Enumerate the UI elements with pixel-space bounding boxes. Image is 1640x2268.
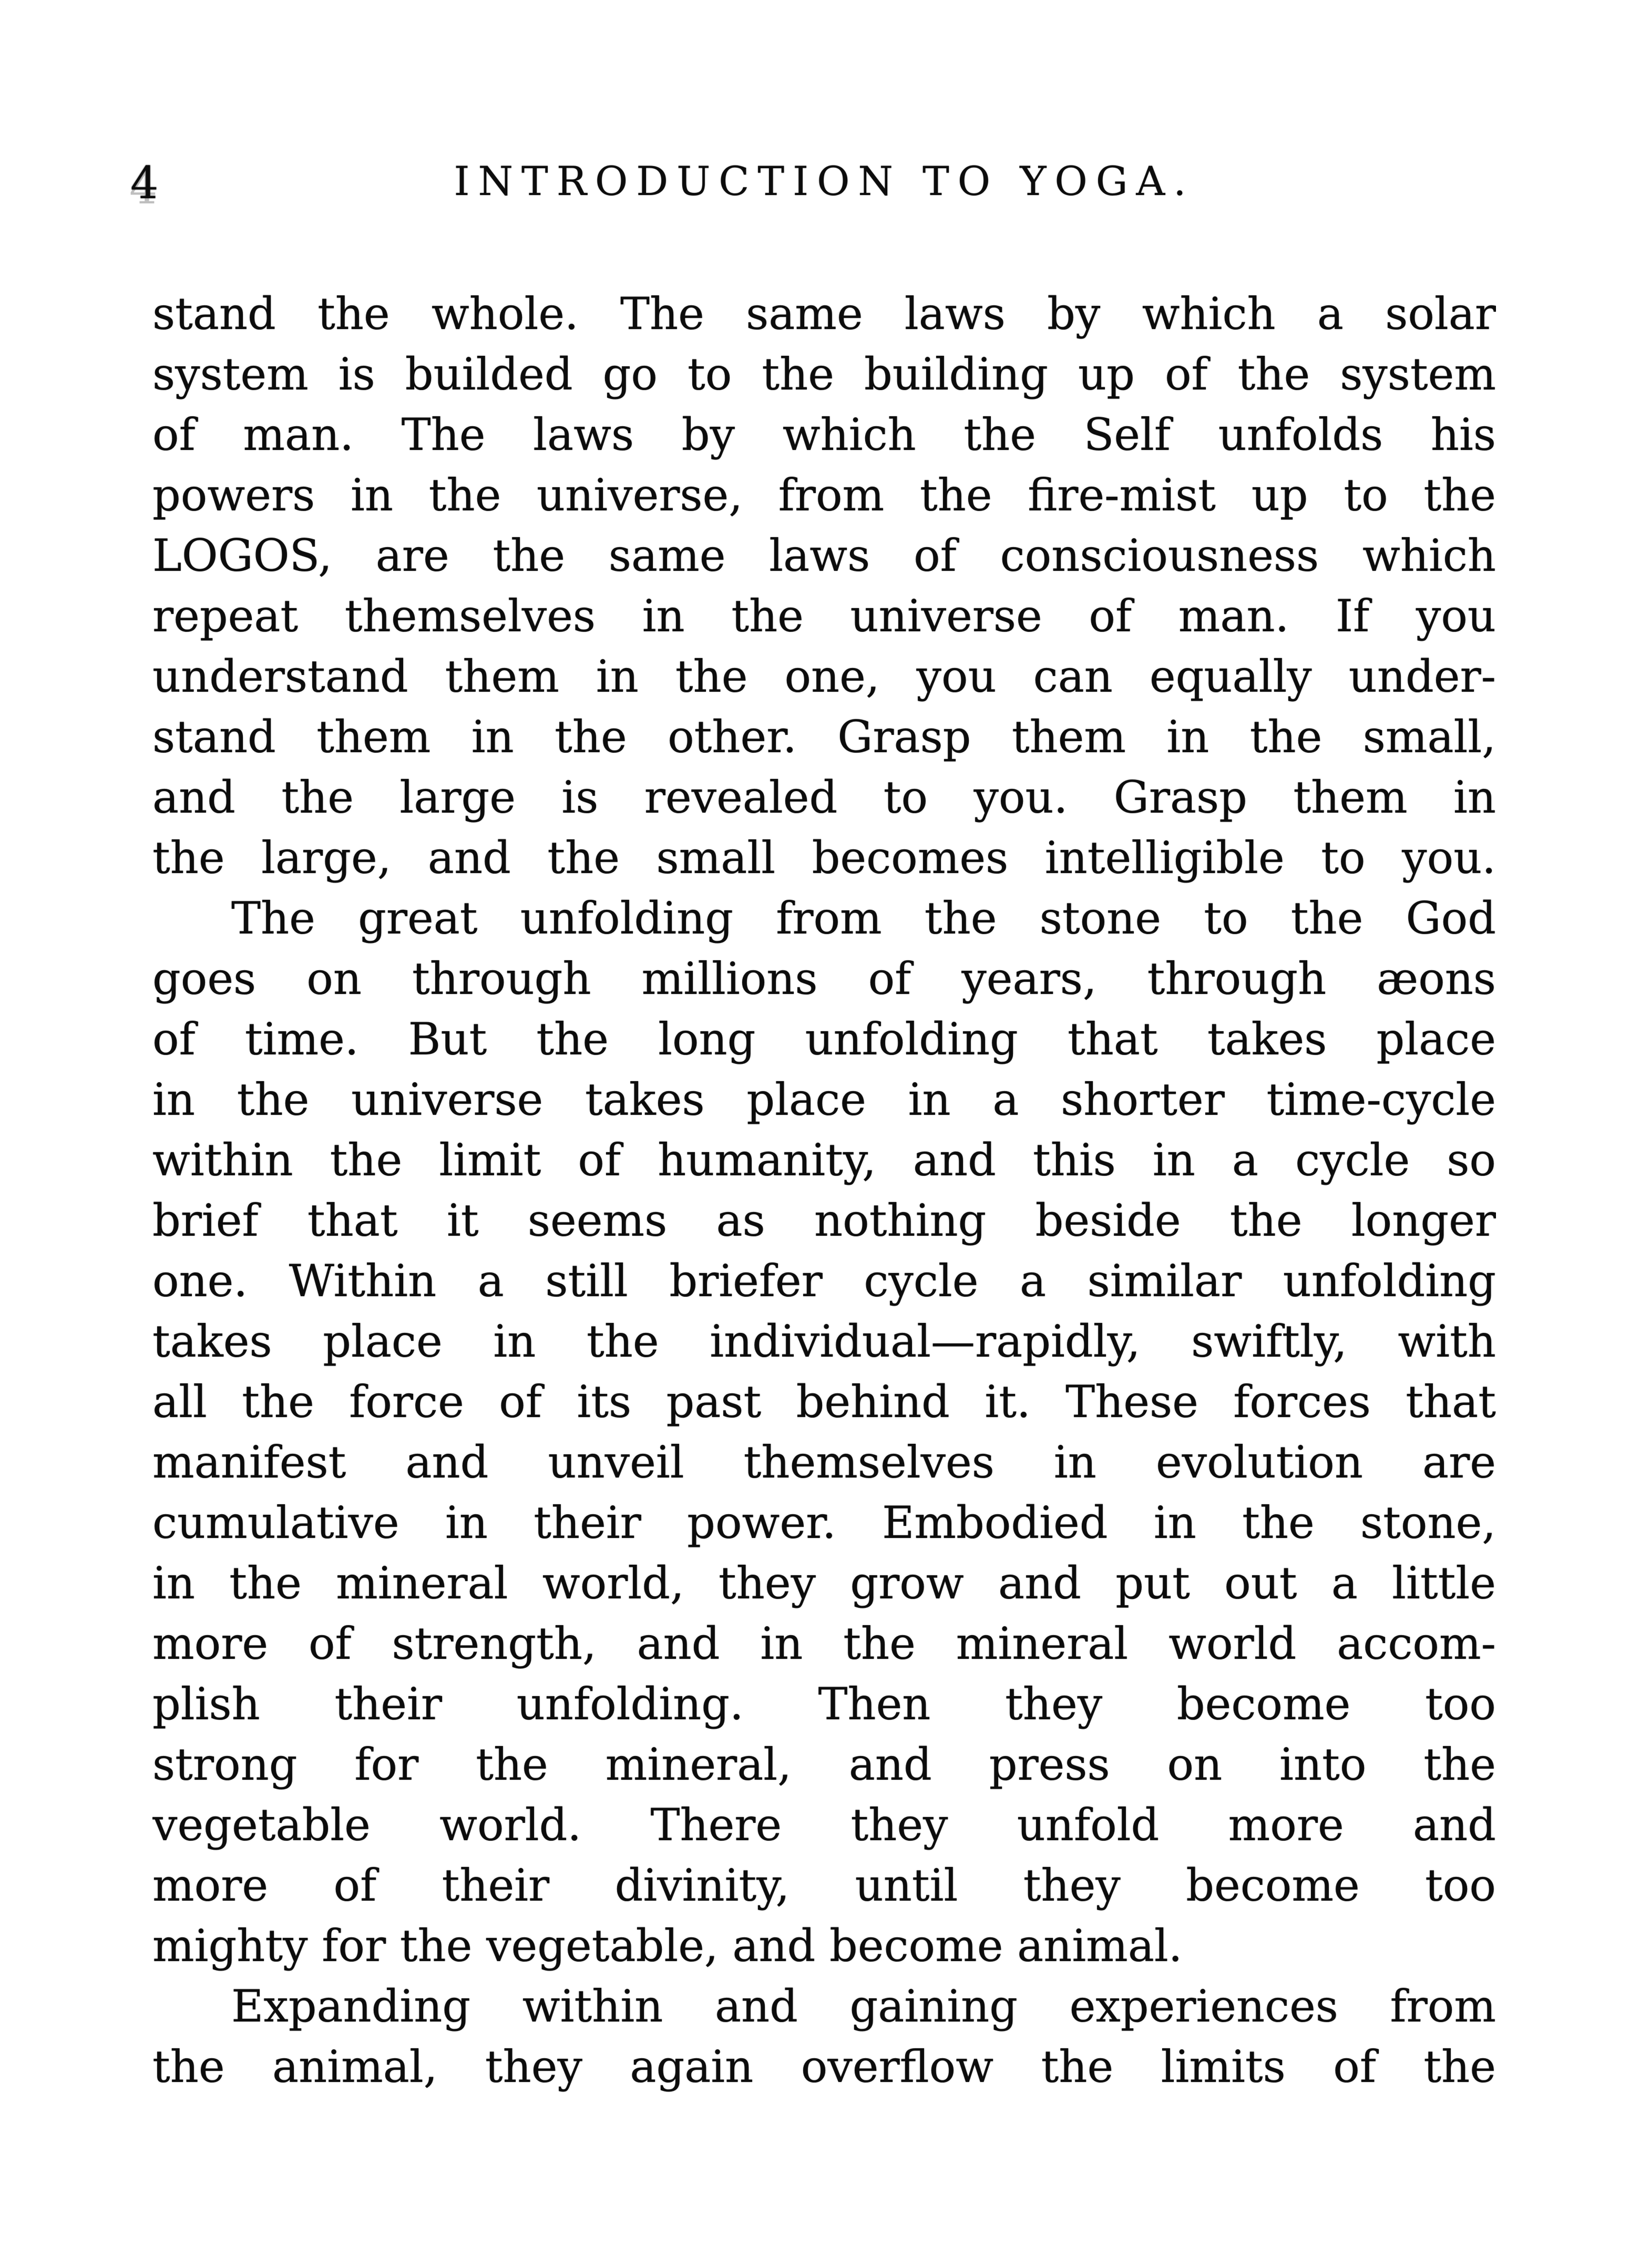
text-line: The great unfolding from the stone to the God: [231, 892, 1496, 944]
text-line: system is builded go to the building up of the system: [152, 348, 1496, 400]
text-line: more of their divinity, until they become too: [152, 1860, 1496, 1911]
text-line: in the mineral world, they grow and put out a little: [152, 1557, 1496, 1609]
text-line: and the large is revealed to you. Grasp them in: [152, 772, 1496, 823]
text-line: brief that it seems as nothing beside the longer: [152, 1195, 1496, 1246]
text-line: in the universe takes place in a shorter time-cycle: [152, 1074, 1496, 1125]
text-line: all the force of its past behind it. These forces that: [152, 1376, 1496, 1428]
text-line: Expanding within and gaining experiences from: [231, 1980, 1496, 2032]
text-line: strong for the mineral, and press on into the: [152, 1739, 1496, 1790]
text-line: LOGOS, are the same laws of consciousness which: [152, 530, 1496, 581]
text-line: stand them in the other. Grasp them in the small,: [152, 711, 1496, 763]
text-line: repeat themselves in the universe of man. If you: [152, 590, 1496, 642]
text-line: mighty for the vegetable, and become animal.: [152, 1920, 1183, 1972]
text-line: plish their unfolding. Then they become too: [152, 1678, 1496, 1730]
text-line: of man. The laws by which the Self unfolds his: [152, 409, 1496, 460]
text-line: powers in the universe, from the fire-mist up to the: [152, 469, 1496, 521]
page-body: [152, 284, 1496, 2097]
text-line: manifest and unveil themselves in evolution are: [152, 1436, 1496, 1488]
page-number: 4: [130, 157, 159, 209]
text-line: more of strength, and in the mineral world accom-: [152, 1618, 1496, 1669]
text-line: stand the whole. The same laws by which a solar: [152, 288, 1496, 340]
text-line: vegetable world. There they unfold more and: [152, 1799, 1496, 1851]
text-line: within the limit of humanity, and this in a cycle so: [152, 1134, 1496, 1186]
text-line: the large, and the small becomes intelligible to you.: [152, 832, 1496, 884]
text-line: takes place in the individual—rapidly, swiftly, with: [152, 1316, 1496, 1367]
text-line: understand them in the one, you can equally under-: [152, 651, 1496, 702]
text-line: the animal, they again overflow the limits of the: [152, 2041, 1496, 2092]
running-header: INTRODUCTION TO YOGA.: [454, 158, 1195, 204]
text-line: of time. But the long unfolding that takes place: [152, 1013, 1496, 1065]
text-line: goes on through millions of years, through æons: [152, 953, 1496, 1004]
text-line: cumulative in their power. Embodied in the stone,: [152, 1497, 1496, 1548]
text-line: one. Within a still briefer cycle a similar unfolding: [152, 1255, 1496, 1307]
